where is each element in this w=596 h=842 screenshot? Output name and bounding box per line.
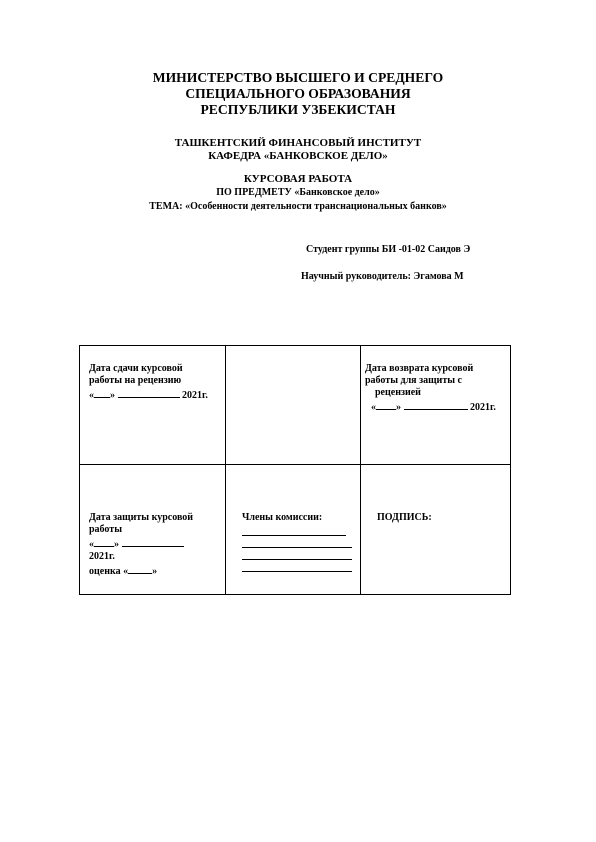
supervisor-info: Научный руководитель: Эгамова М bbox=[301, 271, 464, 282]
ministry-line-2: СПЕЦИАЛЬНОГО ОБРАЗОВАНИЯ bbox=[185, 86, 411, 101]
submission-date bbox=[89, 387, 208, 402]
commission-label: Члены комиссии: bbox=[242, 512, 323, 523]
return-label-3: рецензией bbox=[375, 387, 421, 398]
work-topic: ТЕМА: «Особенности деятельности транснациональных банков» bbox=[149, 201, 447, 212]
table-divider-2-top bbox=[360, 346, 361, 464]
return-label-1: Дата возврата курсовой bbox=[365, 363, 474, 374]
defense-label-1: Дата защиты курсовой bbox=[89, 512, 194, 523]
commission-line-3 bbox=[242, 559, 352, 560]
month-blank bbox=[122, 536, 184, 547]
submission-year: 2021г. bbox=[182, 390, 208, 401]
submission-label-1: Дата сдачи курсовой bbox=[89, 363, 183, 374]
month-blank bbox=[118, 387, 180, 398]
institute-block bbox=[0, 137, 596, 163]
signature-cell bbox=[377, 512, 432, 524]
quote-close: » bbox=[110, 390, 115, 401]
commission-line-1 bbox=[242, 535, 346, 536]
quote-close: » bbox=[114, 539, 119, 550]
quote-open: « bbox=[89, 390, 94, 401]
defense-year: 2021г. bbox=[89, 551, 115, 562]
day-blank bbox=[376, 399, 396, 410]
defense-date bbox=[89, 536, 193, 551]
commission-cell bbox=[242, 512, 322, 524]
table-divider-1 bbox=[225, 346, 226, 594]
review-table bbox=[79, 345, 511, 595]
work-subject: ПО ПРЕДМЕТУ «Банковское дело» bbox=[216, 187, 380, 198]
return-cell bbox=[365, 363, 496, 414]
student-info: Студент группы БИ -01-02 Саидов Э bbox=[306, 244, 471, 255]
defense-cell bbox=[89, 512, 193, 578]
ministry-header bbox=[0, 70, 596, 118]
commission-line-4 bbox=[242, 571, 352, 572]
defense-label-2: работы bbox=[89, 524, 123, 535]
commission-line-2 bbox=[242, 547, 352, 548]
return-label-2: работы для защиты с bbox=[365, 375, 462, 386]
table-divider-2-bottom bbox=[360, 464, 361, 595]
ministry-line-1: МИНИСТЕРСТВО ВЫСШЕГО И СРЕДНЕГО bbox=[152, 70, 444, 85]
grade-blank bbox=[128, 563, 152, 574]
table-row-divider bbox=[80, 464, 510, 465]
month-blank bbox=[404, 399, 468, 410]
day-blank bbox=[94, 536, 114, 547]
day-blank bbox=[94, 387, 110, 398]
grade-close: » bbox=[152, 566, 158, 577]
return-date bbox=[365, 399, 496, 414]
institute-name: ТАШКЕНТСКИЙ ФИНАНСОВЫЙ ИНСТИТУТ bbox=[174, 137, 422, 149]
signature-label: ПОДПИСЬ: bbox=[377, 512, 432, 523]
quote-close: » bbox=[396, 402, 401, 413]
quote-open: « bbox=[371, 402, 376, 413]
quote-open: « bbox=[89, 539, 94, 550]
department-name: КАФЕДРА «БАНКОВСКОЕ ДЕЛО» bbox=[208, 150, 388, 162]
work-type: КУРСОВАЯ РАБОТА bbox=[243, 173, 353, 185]
submission-cell bbox=[89, 363, 208, 402]
return-year: 2021г. bbox=[470, 402, 496, 413]
defense-grade bbox=[89, 563, 193, 578]
grade-label: оценка « bbox=[89, 566, 129, 577]
ministry-line-3: РЕСПУБЛИКИ УЗБЕКИСТАН bbox=[200, 102, 396, 117]
submission-label-2: работы на рецензию bbox=[89, 375, 182, 386]
